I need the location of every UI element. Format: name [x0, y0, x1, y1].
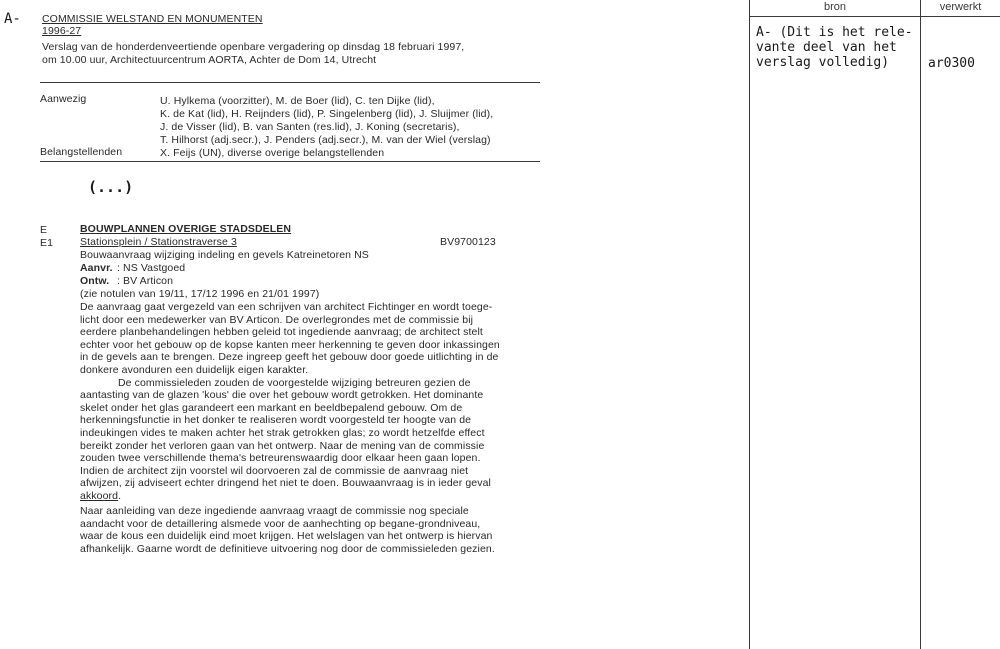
body-line: indeukingen vides te maken achter het strak getrokken glas; zo wordt hetzelfde effect	[80, 427, 485, 439]
item-subtitle: Bouwaanvraag wijziging indeling en gevels Katreinetoren NS	[80, 249, 369, 261]
body-line: bereikt zonder het verloren gaan van het ontwerp. Naar de mening van de commissie	[80, 439, 485, 452]
column-header-bron: bron	[823, 1, 847, 13]
divider-bottom	[40, 161, 540, 162]
table-left-border	[749, 0, 750, 649]
applicant-label: Aanvr.	[80, 262, 113, 274]
closing-line: Naar aanleiding van deze ingediende aanvraag vraagt de commissie nog speciale	[80, 505, 469, 517]
table-header-rule	[749, 16, 1000, 17]
body-line: echter voor het gebouw op de kopse kanten meer herkenning te geven door inkassingen	[80, 338, 500, 351]
body-line: afwijzen, zij adviseert echter dringend het niet te doen. Bouwaanvraag is in ieder geval	[80, 477, 491, 490]
body-line: De aanvraag gaat vergezeld van een schrijven van architect Fichtinger en wordt toege-	[80, 301, 493, 313]
present-line: J. de Visser (lid), B. van Santen (res.lid), J. Koning (secretaris),	[160, 121, 460, 133]
designer-label: Ontw.	[80, 275, 110, 287]
verdict-line	[80, 490, 121, 503]
present-line: U. Hylkema (voorzitter), M. de Boer (lid), C. ten Dijke (lid),	[160, 95, 435, 107]
present-label: Aanwezig	[40, 93, 87, 105]
body-line: in de gevels aan te brengen. Deze ingreep geeft het gebouw door goede uitlichting in de	[80, 351, 499, 364]
meeting-year: 1996-27	[42, 25, 82, 37]
stakeholders: X. Feijs (UN), diverse overige belangstellenden	[160, 147, 385, 159]
designer: : BV Articon	[117, 275, 174, 287]
body-line: eerdere planbehandelingen hebben geleid tot ingediende aanvraag; de architect stelt	[80, 326, 483, 339]
section-title: BOUWPLANNEN OVERIGE STADSDELEN	[80, 223, 292, 235]
section-letter: E	[40, 224, 48, 236]
meeting-line-2: om 10.00 uur, Architectuurcentrum AORTA, Achter de Dom 14, Utrecht	[42, 54, 377, 66]
present-line: K. de Kat (lid), H. Reijnders (lid), P. Singelenberg (lid), J. Sluijmer (lid),	[160, 108, 494, 120]
item-title: Stationsplein / Stationstraverse 3	[80, 236, 237, 248]
case-number: BV9700123	[440, 236, 496, 248]
divider-top	[40, 82, 540, 83]
closing-line: waar de kous een duidelijk eind moet krijgen. Het welslagen van het ontwerp is hiervan	[80, 530, 493, 543]
body-line: aantasting van de glazen 'kous' die over het gebouw wordt getrokken. Het dominante	[80, 389, 484, 402]
present-line: T. Hilhorst (adj.secr.), J. Penders (adj.secr.), M. van der Wiel (verslag)	[160, 134, 491, 146]
omission-ellipsis: (...)	[88, 178, 134, 196]
body-line: De commissieleden zouden de voorgestelde wijziging betreuren gezien de	[118, 376, 471, 389]
bron-note-line: verslag volledig)	[756, 55, 890, 70]
body-line: donkere avonduren een duidelijk eigen karakter.	[80, 364, 309, 376]
margin-label: A-	[4, 11, 21, 27]
body-line: herkenningsfunctie in het donker te realiseren wordt voorgesteld ter hoogte van de	[80, 414, 472, 427]
stakeholders-label: Belangstellenden	[40, 146, 123, 158]
body-line: Indien de architect zijn voorstel wil doorvoeren zal de commissie de aanvraag niet	[80, 464, 469, 477]
bron-note-line: vante deel van het	[756, 40, 897, 55]
body-line: licht door een medewerker van BV Articon. De overlegrondes met de commissie bij	[80, 313, 474, 326]
closing-line: afhankelijk. Gaarne wordt de definitieve uitvoering nog door de commissieleden gezien.	[80, 542, 495, 555]
body-line: skelet onder het glas garandeert een markant en beeldbepalend gebouw. Om de	[80, 401, 463, 414]
column-header-verwerkt: verwerkt	[939, 1, 982, 13]
committee-title: COMMISSIE WELSTAND EN MONUMENTEN	[42, 13, 263, 25]
minutes-reference: (zie notulen van 19/11, 17/12 1996 en 21/01 1997)	[80, 288, 320, 300]
applicant: : NS Vastgoed	[117, 262, 186, 274]
verwerkt-code: ar0300	[928, 56, 975, 71]
verdict-suffix: .	[118, 490, 122, 502]
item-number: E1	[40, 237, 54, 249]
body-line: zouden twee verschillende thema's betreurenswaardig door elkaar heen gaan lopen.	[80, 452, 481, 465]
verdict: akkoord	[80, 490, 119, 502]
table-column-divider	[920, 0, 921, 649]
bron-note-line: A- (Dit is het rele-	[756, 25, 913, 40]
closing-line: aandacht voor de detaillering alsmede voor de aanhechting op begane-grondniveau,	[80, 517, 481, 530]
meeting-line-1: Verslag van de honderdenveertiende openbare vergadering op dinsdag 18 februari 1997,	[42, 41, 465, 53]
